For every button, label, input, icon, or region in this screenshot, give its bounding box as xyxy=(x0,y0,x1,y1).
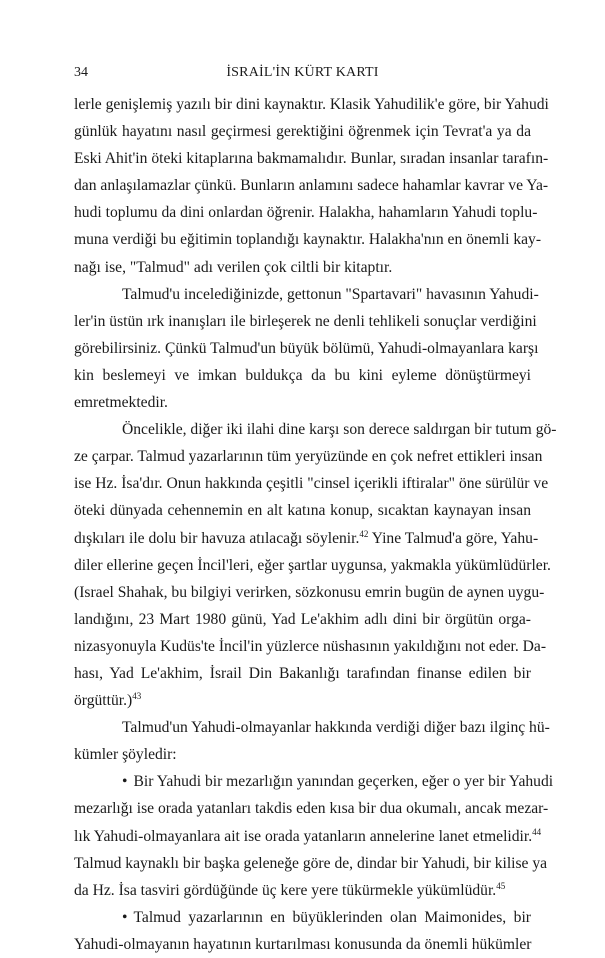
text-line: (Israel Shahak, bu bilgiyi verirken, sözkonusu emrin bugün de aynen uygu- xyxy=(74,583,545,601)
text-line: nağı ise, "Talmud" adı verilen çok ciltli bir kitaptır. xyxy=(74,258,393,276)
text-line: hası, Yad Le'akhim, İsrail Din Bakanlığı tarafından finanse edilen bir xyxy=(74,664,531,682)
body-text xyxy=(74,91,557,958)
text-segment: Talmud yazarlarının en büyüklerinden olan Maimonides, bir xyxy=(133,908,531,926)
footnote-ref-45: 45 xyxy=(496,880,506,891)
text-line: emretmektedir. xyxy=(74,394,168,412)
text-segment: dışkıları ile dolu bir havuza atılacağı söylenir. xyxy=(74,529,360,547)
text-segment: örgüttür.) xyxy=(74,692,133,710)
text-line-with-footnote xyxy=(74,687,531,714)
page-header xyxy=(74,63,531,83)
bullet-line xyxy=(74,904,531,931)
footnote-ref-44: 44 xyxy=(532,826,542,837)
text-line: günlük hayatını nasıl geçirmesi gerektiğini öğrenmek için Tevrat'a ya da xyxy=(74,123,531,141)
text-line: Talmud'u incelediğinizde, gettonun "Spartavari" havasının Yahudi- xyxy=(122,285,539,303)
text-line: hudi toplumu da dini onlardan öğrenir. Halakha, hahamların Yahudi toplu- xyxy=(74,204,538,222)
text-line: Yahudi-olmayanın hayatının kurtarılması konusunda da önemli hükümler xyxy=(74,935,532,953)
text-line: ise Hz. İsa'dır. Onun hakkında çeşitli "cinsel içerikli iftiralar" öne sürülür ve xyxy=(74,475,549,493)
text-line: mezarlığı ise orada yatanları takdis eden kısa bir dua okumalı, ancak mezar- xyxy=(74,800,549,818)
text-line: Talmud kaynaklı bir başka geleneğe göre de, dindar bir Yahudi, bir kilise ya xyxy=(74,854,548,872)
footnote-ref-43: 43 xyxy=(132,691,142,702)
footnote-ref-42: 42 xyxy=(359,528,369,539)
text-line: görebilirsiniz. Çünkü Talmud'un büyük bölümü, Yahudi-olmayanlara karşı xyxy=(74,339,539,357)
text-line-with-footnote xyxy=(74,877,531,904)
text-line: dan anlaşılamazlar çünkü. Bunların anlamını sadece hahamlar kavrar ve Ya- xyxy=(74,177,549,195)
bullet-icon: • xyxy=(122,908,128,926)
text-segment: lık Yahudi-olmayanlara ait ise orada yatanların annelerine lanet etmelidir. xyxy=(74,827,533,845)
text-line-with-footnote xyxy=(74,823,542,850)
text-line: Eski Ahit'in öteki kitaplarına bakmamalıdır. Bunlar, sıradan insanlar tarafın- xyxy=(74,150,549,168)
text-line: kin beslemeyi ve imkan buldukça da bu kini eyleme dönüştürmeyi xyxy=(74,366,531,384)
text-line-with-footnote xyxy=(74,525,539,552)
text-segment: Yine Talmud'a göre, Yahu- xyxy=(368,529,539,547)
text-line: kümler şöyledir: xyxy=(74,746,177,764)
text-line: landığını, 23 Mart 1980 günü, Yad Le'akhim adlı dini bir örgütün orga- xyxy=(74,610,531,628)
bullet-icon: • xyxy=(122,773,128,791)
text-line: nizasyonuyla Kudüs'te İncil'in yüzlerce nüshasının yakıldığını not eder. Da- xyxy=(74,637,547,655)
text-line: öteki dünyada cehennemin en alt katına konup, sıcaktan kaynayan insan xyxy=(74,502,531,520)
page-number: 34 xyxy=(74,65,88,80)
text-segment: da Hz. İsa tasviri gördüğünde üç kere yere tükürmekle yükümlüdür. xyxy=(74,881,497,899)
text-line: lerle genişlemiş yazılı bir dini kaynaktır. Klasik Yahudilik'e göre, bir Yahudi xyxy=(74,96,549,113)
text-segment: Bir Yahudi bir mezarlığın yanından geçerken, eğer o yer bir Yahudi xyxy=(133,773,554,791)
text-line: diler ellerine geçen İncil'leri, eğer şartlar uygunsa, yakmakla yükümlüdürler. xyxy=(74,556,551,574)
text-line: Öncelikle, diğer iki ilahi dine karşı son derece saldırgan bir tutum gö- xyxy=(122,421,557,439)
text-line: muna verdiği bu eğitimin toplandığı kaynaktır. Halakha'nın en önemli kay- xyxy=(74,231,542,249)
text-line: Talmud'un Yahudi-olmayanlar hakkında verdiği diğer bazı ilginç hü- xyxy=(122,719,550,737)
bullet-line xyxy=(74,768,554,795)
text-line: ze çarpar. Talmud yazarlarının tüm yeryüzünde en çok nefret ettikleri insan xyxy=(74,448,543,466)
running-title: İSRAİL'İN KÜRT KARTI xyxy=(226,65,379,80)
text-line: ler'in üstün ırk inanışları ile birleşerek ne denli tehlikeli sonuçlar verdiğini xyxy=(74,312,537,330)
